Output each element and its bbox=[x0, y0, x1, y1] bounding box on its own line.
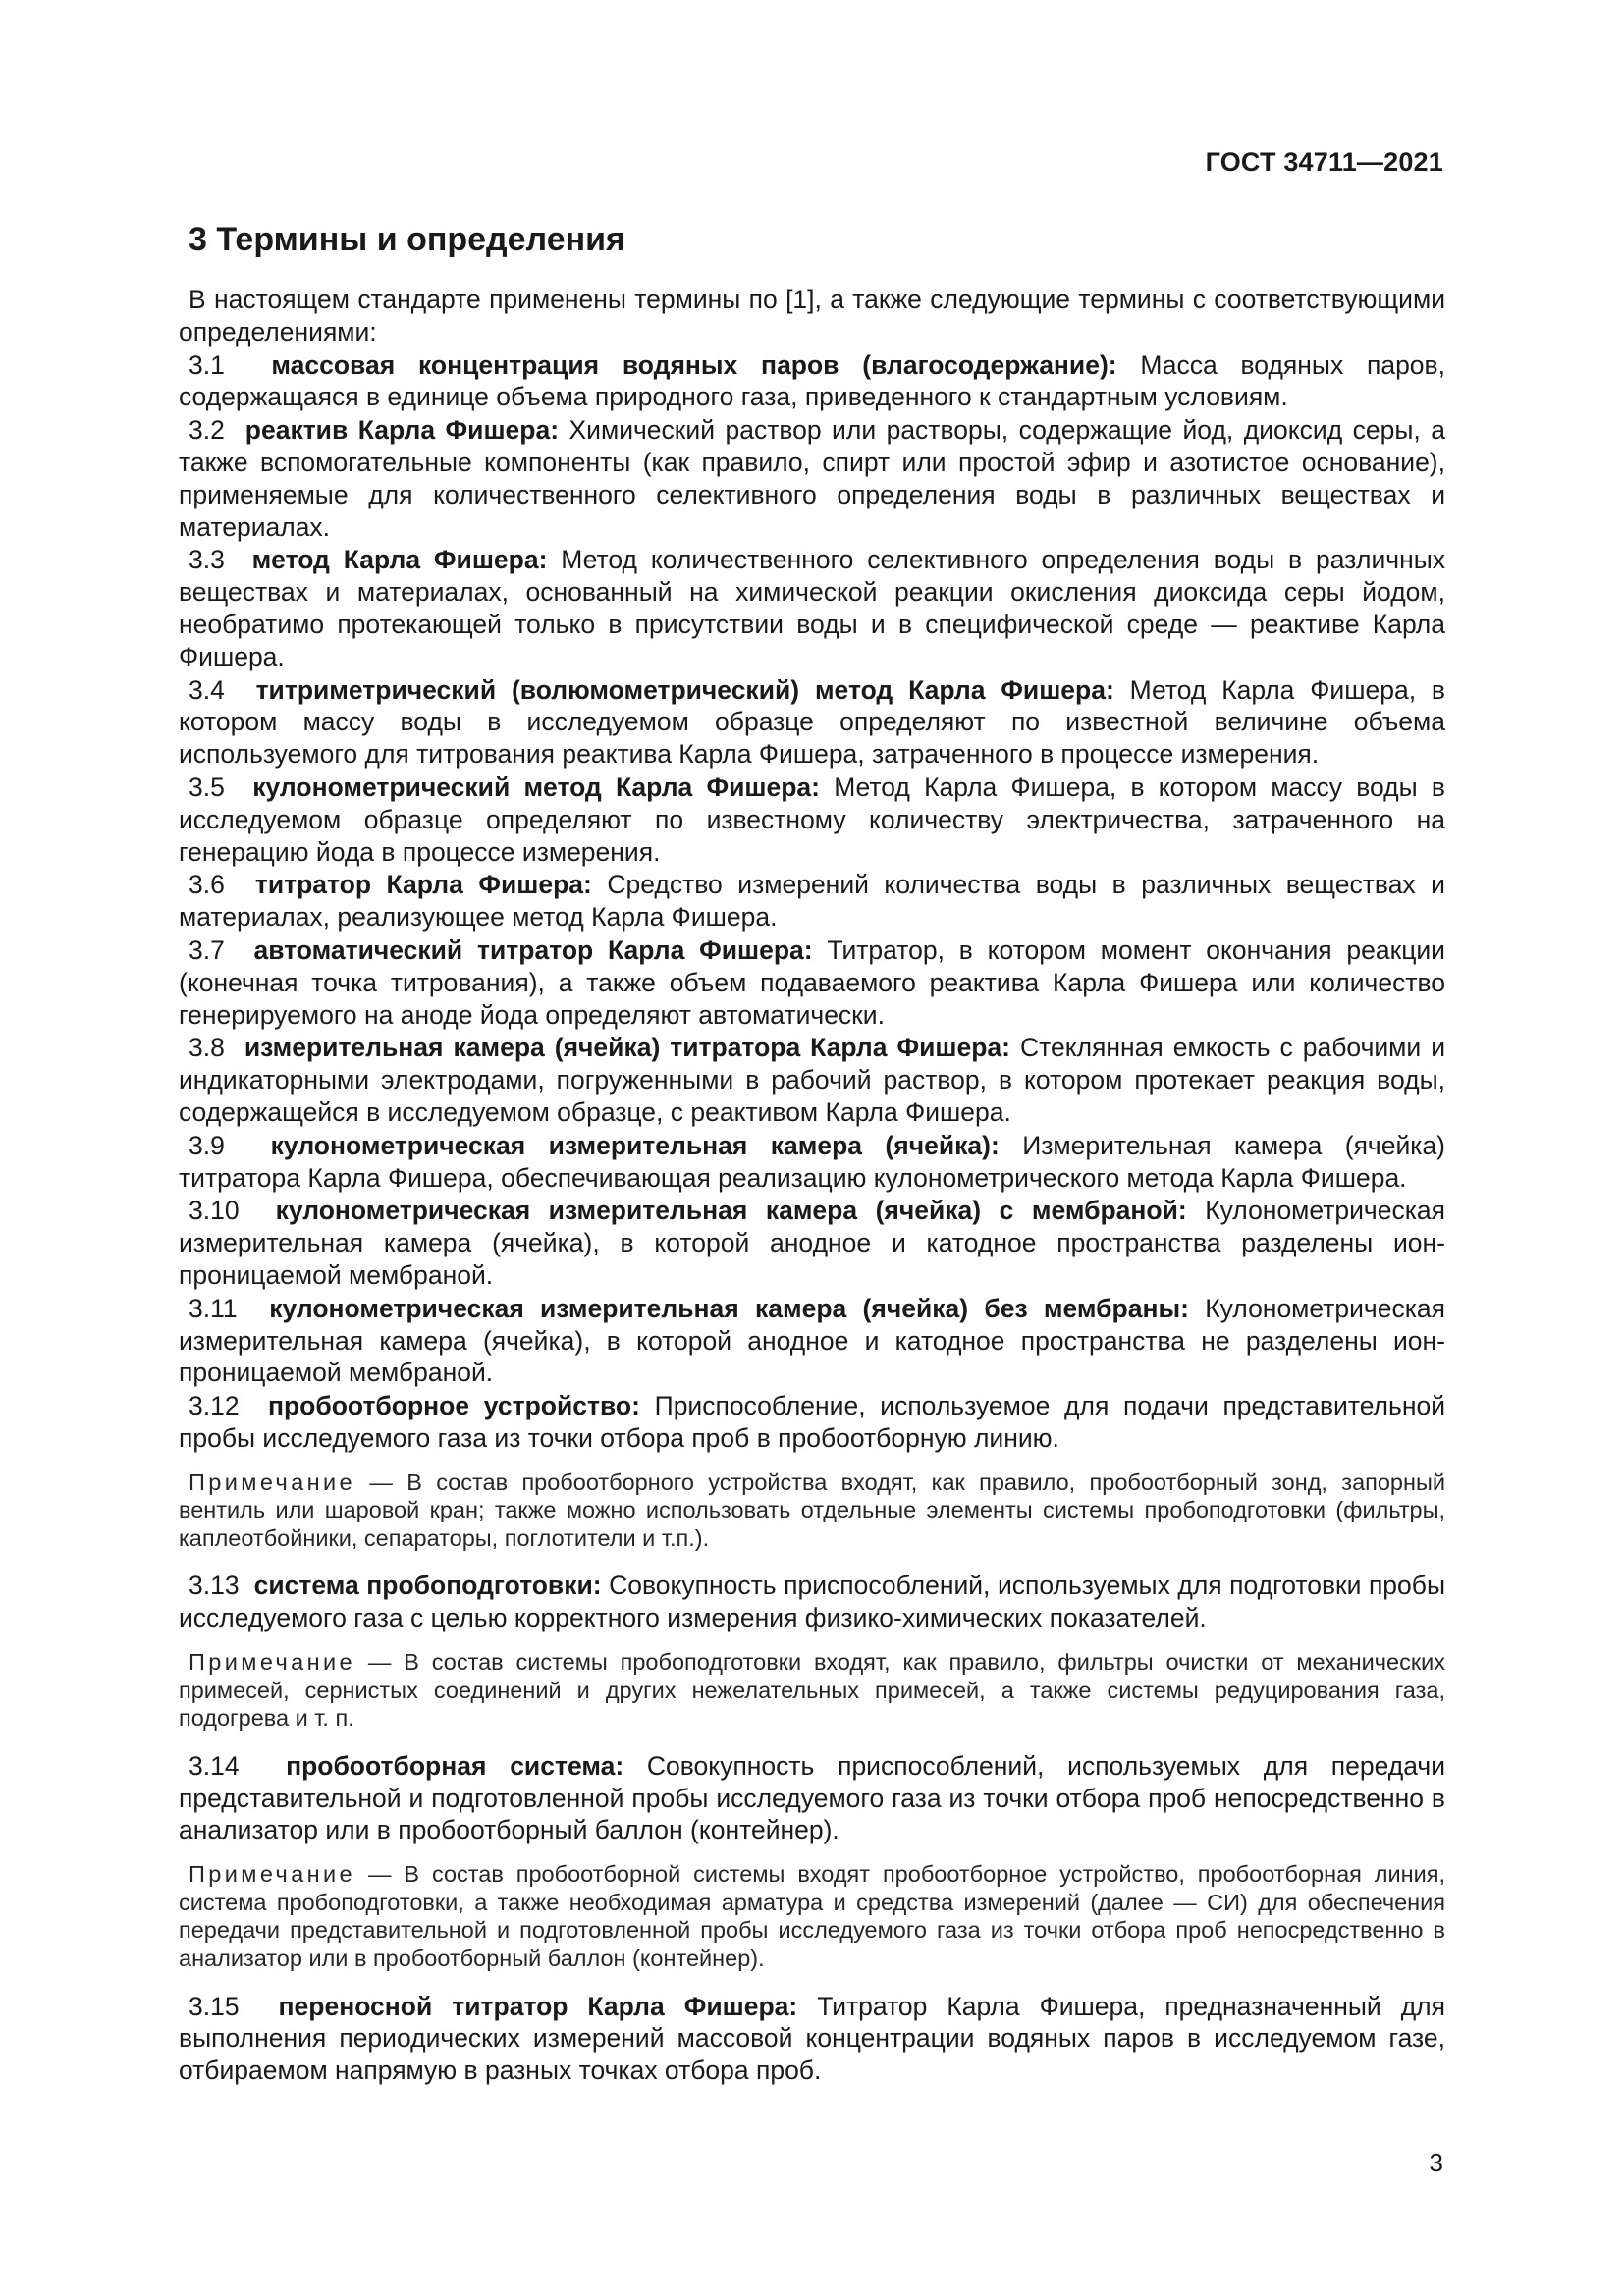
term-name: кулонометрическая измерительная камера (ячейка) без мембраны: bbox=[269, 1293, 1189, 1323]
section-title: 3 Термины и определения bbox=[189, 221, 625, 258]
term-number: 3.2 bbox=[189, 415, 225, 446]
note-text: — В состав системы пробоподготовки входят, как правило, фильтры очистки от механических примесей, сернистых соединений и других нежелательных примесей, а также системы редуцирования газа, подогрева и т. п. bbox=[179, 1649, 1445, 1732]
term-name: титриметрический (волюмометрический) метод Карла Фишера: bbox=[255, 674, 1114, 705]
term-entry bbox=[179, 869, 1445, 934]
term-name: метод Карла Фишера: bbox=[251, 545, 548, 575]
term-definition: Кулонометрическая измерительная камера (ячейка), в которой анодное и катодное пространства разделены ион-проницаемой мембраной. bbox=[179, 1196, 1445, 1290]
term-entry bbox=[179, 1032, 1445, 1128]
term-name: измерительная камера (ячейка) титратора Карла Фишера: bbox=[244, 1033, 1010, 1063]
term-entry bbox=[179, 1390, 1445, 1455]
term-definition: Химический раствор или растворы, содержащие йод, диоксид серы, а также вспомогательные компоненты (как правило, спирт или простой эфир и азотистое основание), применяемые для количественного селективного определения воды в различных веществах и материалах. bbox=[179, 415, 1445, 542]
term-number: 3.14 bbox=[189, 1750, 240, 1781]
term-number: 3.8 bbox=[189, 1033, 225, 1063]
terms-list bbox=[179, 349, 1445, 2087]
term-name: пробоотборное устройство: bbox=[267, 1391, 640, 1421]
term-definition: Стеклянная емкость с рабочими и индикаторными электродами, погруженными в рабочий раствор, в котором протекает реакция воды, содержащейся в исследуемом образце, с реактивом Карла Фишера. bbox=[179, 1033, 1445, 1127]
term-entry bbox=[179, 934, 1445, 1031]
term-definition: Приспособление, используемое для подачи представительной пробы исследуемого газа из точки отбора проб в пробоотборную линию. bbox=[179, 1391, 1445, 1453]
term-name: автоматический титратор Карла Фишера: bbox=[253, 934, 813, 965]
term-entry bbox=[179, 1570, 1445, 1634]
term-name: титратор Карла Фишера: bbox=[254, 870, 592, 900]
term-definition: Метод Карла Фишера, в котором массу воды в исследуемом образце определяют по известному количеству электричества, затраченного на генерацию йода в процессе измерения. bbox=[179, 772, 1445, 867]
term-name: кулонометрическая измерительная камера (ячейка) с мембраной: bbox=[275, 1196, 1187, 1226]
note-label: Примечание bbox=[189, 1468, 356, 1495]
note-label: Примечание bbox=[189, 1649, 356, 1676]
term-entry bbox=[179, 1293, 1445, 1389]
term-number: 3.12 bbox=[189, 1391, 240, 1421]
term-entry bbox=[179, 772, 1445, 868]
term-definition: Измерительная камера (ячейка) титратора Карла Фишера, обеспечивающая реализацию кулонометрического метода Карла Фишера. bbox=[179, 1130, 1446, 1193]
term-name: система пробоподготовки: bbox=[253, 1571, 602, 1601]
term-number: 3.7 bbox=[189, 934, 225, 965]
term-definition: Титратор, в котором момент окончания реакции (конечная точка титрования), а также объем подаваемого реактива Карла Фишера или количество генерируемого на аноде йода определяют автоматически. bbox=[179, 934, 1445, 1030]
term-entry bbox=[179, 1130, 1445, 1195]
note-paragraph bbox=[179, 1860, 1445, 1972]
term-definition: Кулонометрическая измерительная камера (ячейка), в которой анодное и катодное пространства не разделены ион-проницаемой мембраной. bbox=[179, 1293, 1445, 1388]
term-definition: Титратор Карла Фишера, предназначенный для выполнения периодических измерений массовой концентрации водяных паров в исследуемом газе, отбираемом напрямую в разных точках отбора проб. bbox=[179, 1991, 1445, 2086]
term-number: 3.4 bbox=[189, 674, 225, 705]
term-definition: Метод количественного селективного определения воды в различных веществах и материалах, основанный на химической реакции окисления диоксида серы йодом, необратимо протекающей только в присутствии воды и в специфической среде — реактиве Карла Фишера. bbox=[179, 545, 1445, 671]
page-number: 3 bbox=[1429, 2148, 1443, 2177]
term-number: 3.10 bbox=[189, 1196, 240, 1226]
term-entry bbox=[179, 349, 1445, 414]
term-number: 3.3 bbox=[189, 545, 225, 575]
term-entry bbox=[179, 674, 1445, 771]
term-number: 3.6 bbox=[189, 870, 225, 900]
term-number: 3.1 bbox=[189, 349, 225, 380]
term-definition: Масса водяных паров, содержащаяся в единице объема природного газа, приведенного к стандартным условиям. bbox=[179, 349, 1445, 412]
term-number: 3.11 bbox=[189, 1293, 238, 1323]
term-name: кулонометрическая измерительная камера (ячейка): bbox=[270, 1130, 1000, 1160]
term-definition: Средство измерений количества воды в различных веществах и материалах, реализующее метод Карла Фишера. bbox=[179, 870, 1445, 933]
document-body bbox=[179, 220, 1445, 2088]
term-entry bbox=[179, 1991, 1445, 2087]
term-name: переносной титратор Карла Фишера: bbox=[278, 1991, 798, 2021]
term-definition: Совокупность приспособлений, используемых для подготовки пробы исследуемого газа с целью корректного измерения физико-химических показателей. bbox=[179, 1571, 1445, 1633]
term-entry bbox=[179, 1195, 1445, 1291]
intro-paragraph: В настоящем стандарте применены термины по [1], а также следующие термины с соответствующими определениями: bbox=[179, 285, 1445, 347]
term-name: кулонометрический метод Карла Фишера: bbox=[252, 772, 820, 802]
term-entry bbox=[179, 414, 1445, 543]
document-id-header: ГОСТ 34711—2021 bbox=[1205, 147, 1443, 177]
term-number: 3.5 bbox=[189, 772, 225, 802]
term-name: массовая концентрация водяных паров (влагосодержание): bbox=[271, 349, 1117, 380]
term-entry bbox=[179, 544, 1445, 672]
note-label: Примечание bbox=[189, 1861, 356, 1888]
term-definition: Совокупность приспособлений, используемых для передачи представительной и подготовленной пробы исследуемого газа из точки отбора проб непосредственно в анализатор или в пробоотборный баллон (контейнер). bbox=[179, 1750, 1445, 1845]
term-number: 3.13 bbox=[189, 1571, 240, 1601]
note-paragraph bbox=[179, 1468, 1445, 1553]
term-name: пробоотборная система: bbox=[286, 1750, 624, 1781]
note-paragraph bbox=[179, 1648, 1445, 1733]
term-definition: Метод Карла Фишера, в котором массу воды в исследуемом образце определяют по известной величине объема используемого для титрования реактива Карла Фишера, затраченного в процессе измерения. bbox=[179, 674, 1445, 770]
term-name: реактив Карла Фишера: bbox=[244, 415, 560, 446]
note-text: — В состав пробоотборной системы входят пробоотборное устройство, пробоотборная линия, система пробоподготовки, а также необходимая арматура и средства измерений (далее — СИ) для обеспечения передачи представительной и подготовленной пробы исследуемого газа из точки отбора проб непосредственно в анализатор или в пробоотборный баллон (контейнер). bbox=[179, 1861, 1446, 1972]
term-number: 3.9 bbox=[189, 1130, 225, 1160]
term-number: 3.15 bbox=[189, 1991, 240, 2021]
note-text: — В состав пробоотборного устройства входят, как правило, пробоотборный зонд, запорный вентиль или шаровой кран; также можно использовать отдельные элементы системы пробоподготовки (фильтры, каплеотбойники, сепараторы, поглотители и т.п.). bbox=[179, 1468, 1446, 1551]
term-entry bbox=[179, 1750, 1445, 1846]
